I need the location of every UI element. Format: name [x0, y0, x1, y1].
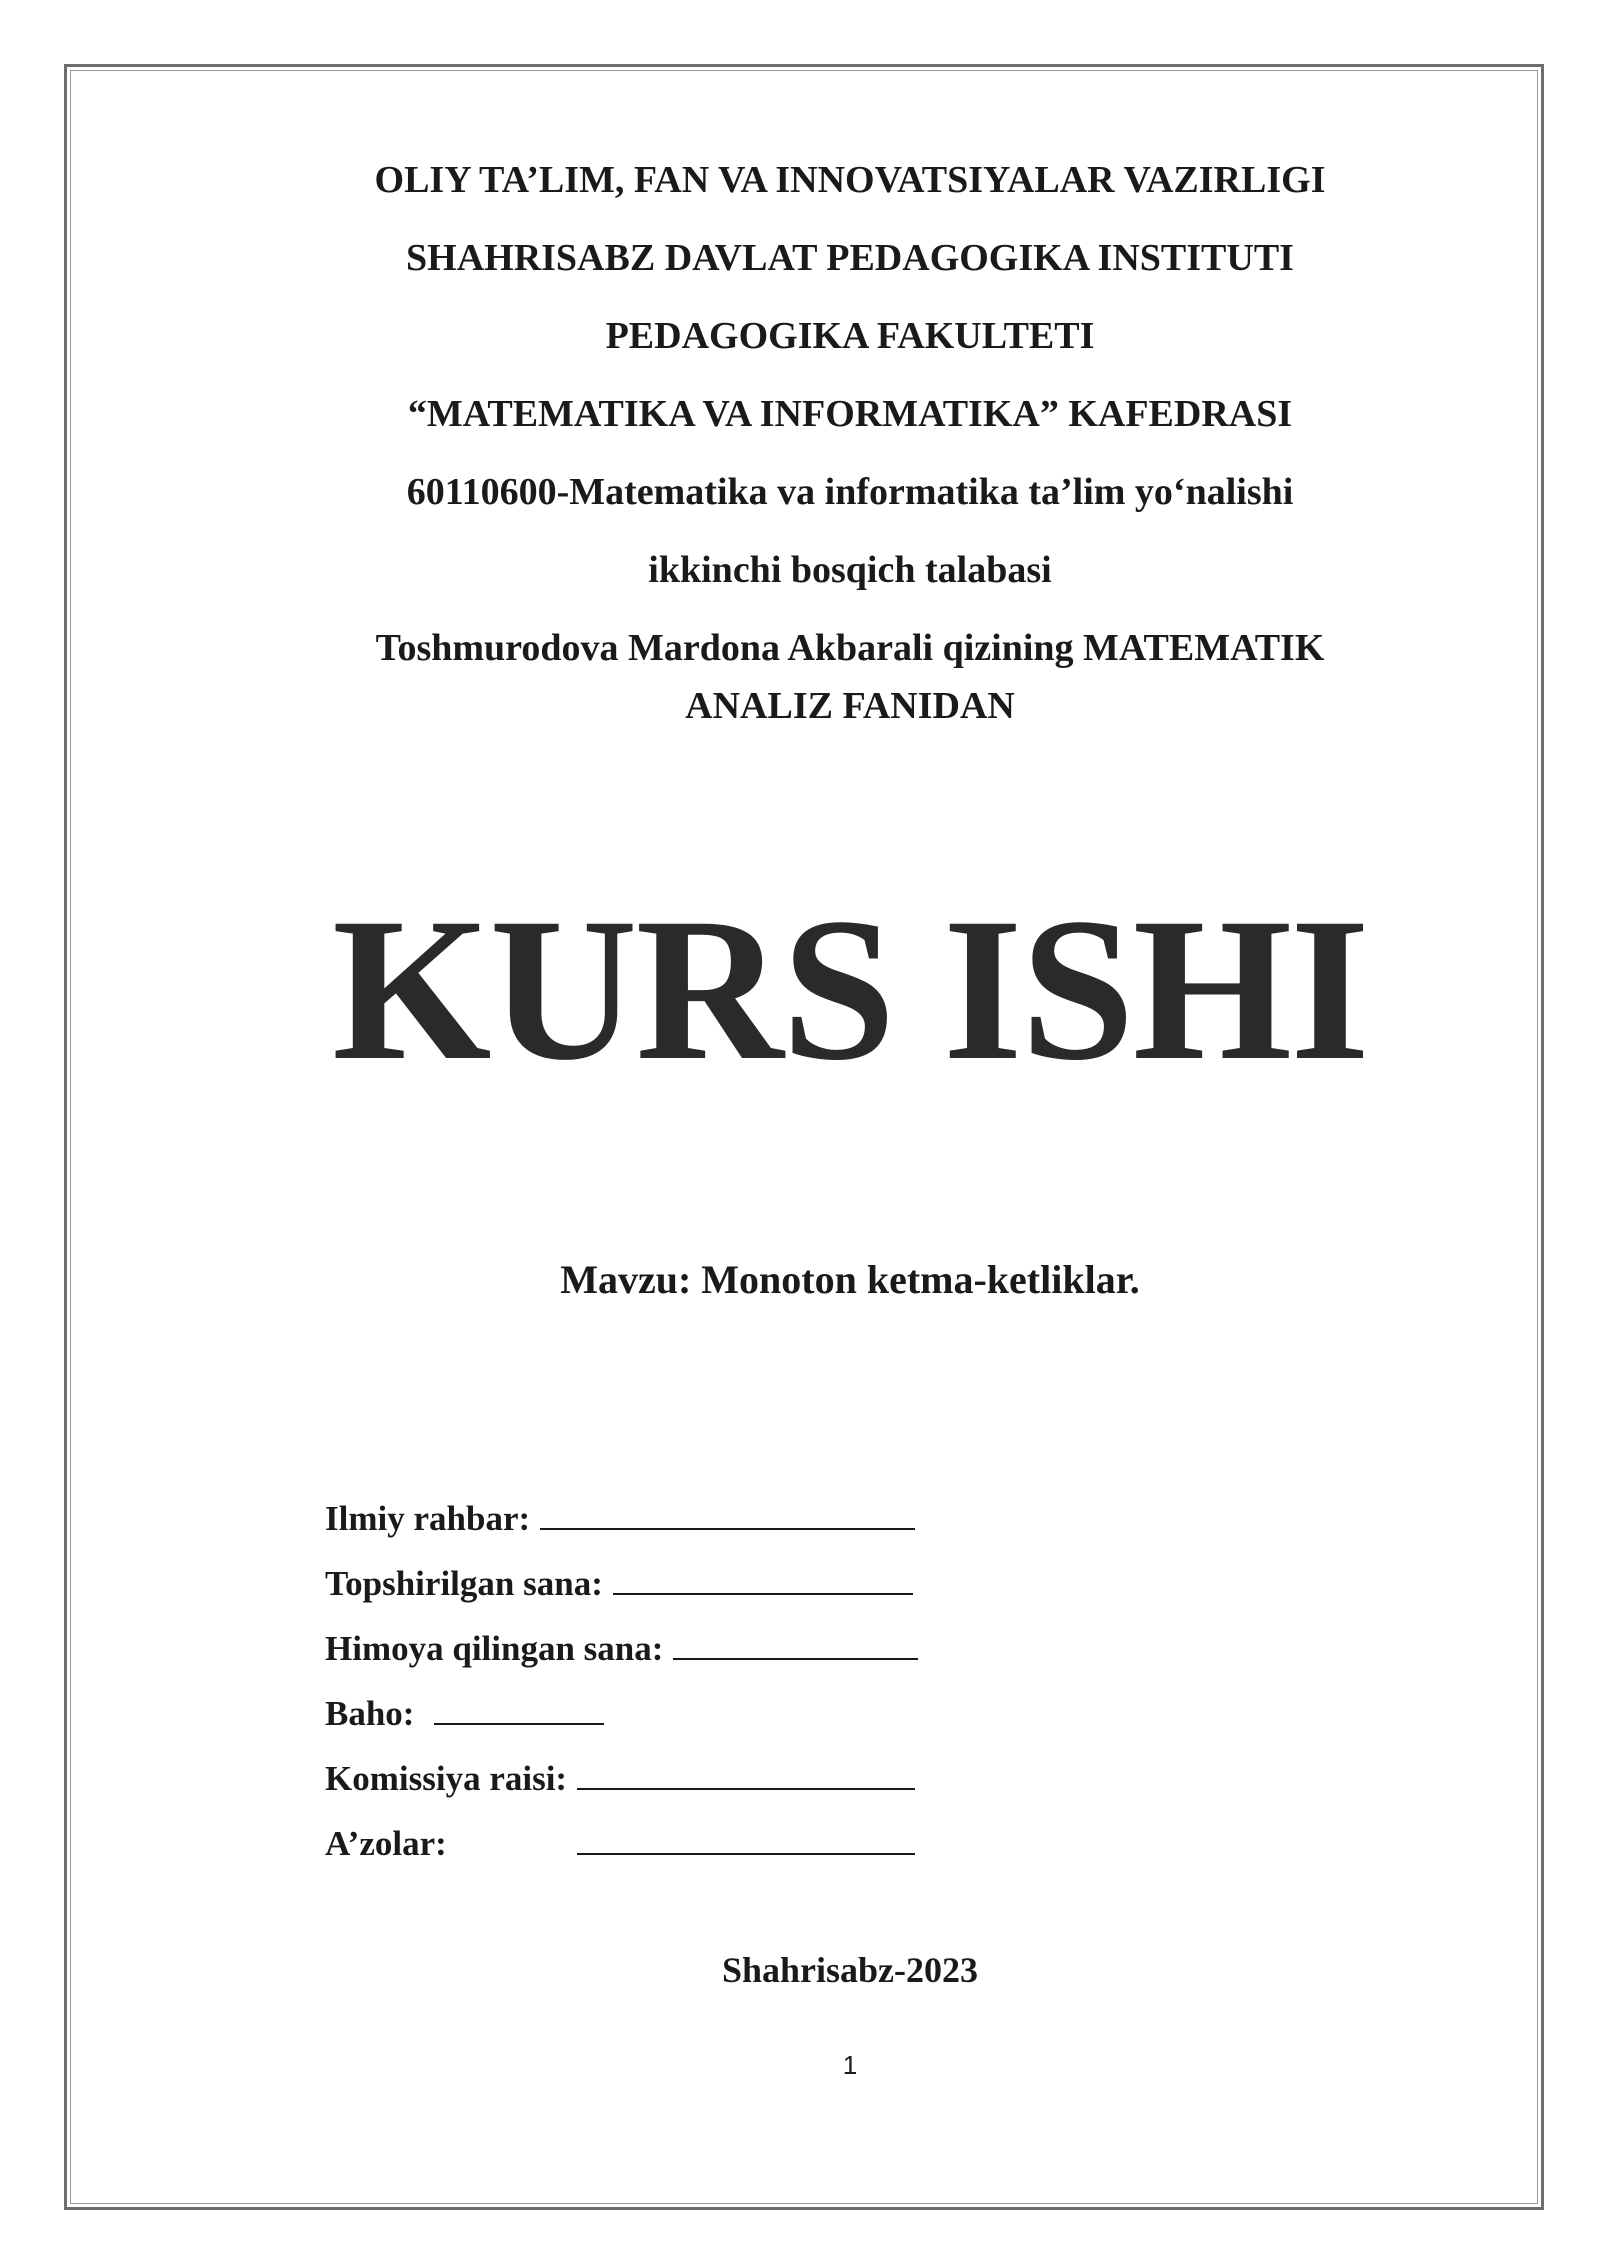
faculty-heading: PEDAGOGIKA FAKULTETI	[605, 315, 1095, 357]
page-number: 1	[842, 2050, 858, 2080]
department-heading: “MATEMATIKA VA INFORMATIKA” KAFEDRASI	[407, 393, 1293, 435]
commission-chair-blank	[577, 1754, 915, 1790]
submitted-date-label: Topshirilgan sana:	[325, 1564, 603, 1603]
members-label: A’zolar:	[325, 1824, 447, 1863]
supervisor-label: Ilmiy rahbar:	[325, 1499, 531, 1538]
submitted-date-blank	[613, 1559, 913, 1595]
institute-heading: SHAHRISABZ DAVLAT PEDAGOGIKA INSTITUTI	[406, 237, 1294, 279]
grade-label: Baho:	[325, 1694, 415, 1733]
student-heading-line2: ANALIZ FANIDAN	[685, 685, 1015, 727]
members-blank	[577, 1819, 915, 1855]
page-border-inner	[70, 70, 1538, 2204]
ministry-heading: OLIY TA’LIM, FAN VA INNOVATSIYALAR VAZIRLIGI	[374, 159, 1326, 201]
supervisor-blank	[540, 1494, 915, 1530]
commission-chair-field	[325, 1754, 915, 1800]
topic-value: Monoton ketma-ketliklar.	[701, 1257, 1140, 1302]
defense-date-blank	[673, 1624, 918, 1660]
topic-label: Mavzu:	[560, 1257, 692, 1302]
supervisor-field	[325, 1494, 915, 1540]
defense-date-field	[325, 1624, 918, 1670]
commission-chair-label: Komissiya raisi:	[325, 1759, 568, 1798]
defense-date-label: Himoya qilingan sana:	[325, 1629, 664, 1668]
city-year: Shahrisabz-2023	[721, 1950, 979, 1990]
topic-line	[0, 1256, 1600, 1304]
grade-blank	[434, 1689, 604, 1725]
grade-field	[325, 1689, 604, 1735]
submitted-date-field	[325, 1559, 913, 1605]
document-title: KURS ISHI	[332, 876, 1368, 1103]
members-field	[325, 1819, 915, 1865]
direction-heading: 60110600-Matematika va informatika ta’lim yo‘nalishi	[406, 471, 1294, 513]
course-heading: ikkinchi bosqich talabasi	[648, 549, 1052, 591]
student-heading-line1: Toshmurodova Mardona Akbarali qizining MATEMATIK	[375, 627, 1325, 669]
